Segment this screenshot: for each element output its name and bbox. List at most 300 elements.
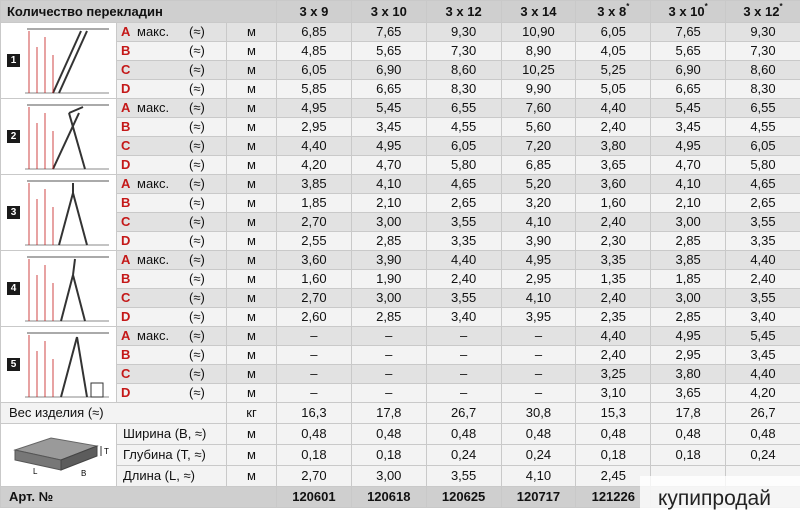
value-cell: 6,65 xyxy=(651,80,726,99)
value-cell: – xyxy=(351,384,426,403)
value-cell: 3,85 xyxy=(277,175,352,194)
dimension-label: Ширина (B, ≈) xyxy=(117,424,227,445)
value-cell: 3,00 xyxy=(651,213,726,232)
value-cell: 26,7 xyxy=(426,403,501,424)
config-diagram-cell xyxy=(1,251,117,327)
value-cell: 2,65 xyxy=(426,194,501,213)
config-number-badge: 3 xyxy=(7,206,20,219)
value-cell: 5,80 xyxy=(426,156,501,175)
unit-cell: м xyxy=(227,445,277,466)
value-cell: 5,45 xyxy=(726,327,800,346)
approx-mark: (≈) xyxy=(189,195,205,210)
row-letter: B xyxy=(121,347,131,362)
value-cell: 2,45 xyxy=(576,466,651,487)
value-cell: 17,8 xyxy=(351,403,426,424)
value-cell: 5,65 xyxy=(651,42,726,61)
value-cell: 2,85 xyxy=(651,308,726,327)
row-letter: B xyxy=(121,271,131,286)
value-cell: 3,35 xyxy=(576,251,651,270)
ladder-config-diagram xyxy=(23,27,111,97)
value-cell: 1,85 xyxy=(277,194,352,213)
value-cell: 7,65 xyxy=(351,23,426,42)
value-cell: 4,85 xyxy=(277,42,352,61)
approx-mark: (≈) xyxy=(189,271,205,286)
unit-cell: м xyxy=(227,23,277,42)
value-cell: 3,90 xyxy=(501,232,576,251)
value-cell: – xyxy=(351,346,426,365)
value-cell: – xyxy=(426,327,501,346)
config-row xyxy=(1,251,800,270)
dimension-label: Длина (L, ≈) xyxy=(117,466,227,487)
row-letter: D xyxy=(121,157,131,172)
row-letter: B xyxy=(121,43,131,58)
unit-cell: м xyxy=(227,42,277,61)
value-cell: 5,45 xyxy=(351,99,426,118)
unit-cell: м xyxy=(227,424,277,445)
row-letter: D xyxy=(121,309,131,324)
svg-text:B: B xyxy=(81,469,87,478)
value-cell: 6,55 xyxy=(726,99,800,118)
row-letter: D xyxy=(121,81,131,96)
row-letter: A xyxy=(121,176,131,191)
value-cell: 4,40 xyxy=(726,365,800,384)
approx-mark: (≈) xyxy=(189,366,205,381)
config-diagram-cell xyxy=(1,175,117,251)
value-cell: 4,95 xyxy=(651,137,726,156)
config-row xyxy=(1,270,800,289)
value-cell: 5,20 xyxy=(501,175,576,194)
article-number: 120601 xyxy=(277,487,352,508)
value-cell: – xyxy=(501,384,576,403)
approx-mark: (≈) xyxy=(189,43,205,58)
value-cell: – xyxy=(277,346,352,365)
value-cell: 4,10 xyxy=(501,466,576,487)
row-letter: B xyxy=(121,195,131,210)
value-cell: 0,48 xyxy=(426,424,501,445)
value-cell: 0,24 xyxy=(501,445,576,466)
value-cell: 5,65 xyxy=(351,42,426,61)
value-cell: 1,35 xyxy=(576,270,651,289)
config-row xyxy=(1,42,800,61)
value-cell: 30,8 xyxy=(501,403,576,424)
value-cell: 4,65 xyxy=(426,175,501,194)
row-qualifier: макс. xyxy=(137,328,170,343)
value-cell: 3,25 xyxy=(576,365,651,384)
value-cell: – xyxy=(501,346,576,365)
value-cell: 3,40 xyxy=(726,308,800,327)
value-cell: 4,70 xyxy=(351,156,426,175)
ladder-config-diagram xyxy=(23,255,111,325)
row-label xyxy=(117,384,227,403)
unit-cell: м xyxy=(227,365,277,384)
svg-text:T: T xyxy=(104,447,109,456)
unit-cell: м xyxy=(227,327,277,346)
dimension-row xyxy=(1,424,800,445)
value-cell: 6,90 xyxy=(351,61,426,80)
config-row xyxy=(1,194,800,213)
value-cell: 6,65 xyxy=(351,80,426,99)
row-letter: C xyxy=(121,138,131,153)
box-icon xyxy=(9,428,109,482)
value-cell: 4,10 xyxy=(651,175,726,194)
row-qualifier: макс. xyxy=(137,24,170,39)
row-label xyxy=(117,99,227,118)
value-cell: 3,60 xyxy=(277,251,352,270)
unit-cell: м xyxy=(227,213,277,232)
value-cell: 2,35 xyxy=(576,308,651,327)
value-cell: 26,7 xyxy=(726,403,800,424)
value-cell: 2,30 xyxy=(576,232,651,251)
value-cell: 4,65 xyxy=(726,175,800,194)
value-cell: 7,60 xyxy=(501,99,576,118)
value-cell: 2,95 xyxy=(651,346,726,365)
row-qualifier: макс. xyxy=(137,100,170,115)
ladder-config-diagram xyxy=(23,179,111,249)
value-cell: 3,35 xyxy=(426,232,501,251)
config-row xyxy=(1,61,800,80)
column-header: 3 x 10* xyxy=(651,1,726,23)
value-cell: 2,95 xyxy=(277,118,352,137)
value-cell: 3,90 xyxy=(351,251,426,270)
value-cell: 3,45 xyxy=(726,346,800,365)
value-cell: 6,05 xyxy=(576,23,651,42)
value-cell: 1,60 xyxy=(277,270,352,289)
value-cell: 9,90 xyxy=(501,80,576,99)
row-letter: C xyxy=(121,62,131,77)
row-letter: C xyxy=(121,290,131,305)
value-cell: 2,95 xyxy=(501,270,576,289)
value-cell: 0,18 xyxy=(277,445,352,466)
approx-mark: (≈) xyxy=(189,24,205,39)
row-letter: D xyxy=(121,233,131,248)
approx-mark: (≈) xyxy=(189,157,205,172)
value-cell: 9,30 xyxy=(426,23,501,42)
unit-cell: м xyxy=(227,308,277,327)
value-cell: 8,30 xyxy=(426,80,501,99)
value-cell: 0,24 xyxy=(726,445,800,466)
column-header: 3 x 12 xyxy=(426,1,501,23)
value-cell: 7,30 xyxy=(726,42,800,61)
value-cell: 3,00 xyxy=(351,466,426,487)
weight-label: Вес изделия (≈) xyxy=(1,403,227,424)
value-cell: 6,85 xyxy=(501,156,576,175)
approx-mark: (≈) xyxy=(189,347,205,362)
watermark: купипродай xyxy=(640,476,800,522)
row-letter: A xyxy=(121,24,131,39)
value-cell: 3,00 xyxy=(351,213,426,232)
unit-cell: м xyxy=(227,61,277,80)
approx-mark: (≈) xyxy=(189,62,205,77)
value-cell: 4,10 xyxy=(351,175,426,194)
value-cell: 4,40 xyxy=(426,251,501,270)
approx-mark: (≈) xyxy=(189,328,205,343)
config-row xyxy=(1,289,800,308)
unit-cell: м xyxy=(227,156,277,175)
config-row xyxy=(1,232,800,251)
value-cell: 7,65 xyxy=(651,23,726,42)
value-cell: 2,40 xyxy=(726,270,800,289)
ladder-config-diagram xyxy=(23,331,111,401)
value-cell: – xyxy=(501,327,576,346)
value-cell: 5,45 xyxy=(651,99,726,118)
value-cell: 4,95 xyxy=(277,99,352,118)
row-qualifier: макс. xyxy=(137,252,170,267)
article-number: 120625 xyxy=(426,487,501,508)
value-cell: 0,18 xyxy=(576,445,651,466)
row-letter: C xyxy=(121,366,131,381)
value-cell: 3,45 xyxy=(651,118,726,137)
value-cell: 4,40 xyxy=(277,137,352,156)
value-cell: 3,00 xyxy=(351,289,426,308)
value-cell: 4,40 xyxy=(576,327,651,346)
approx-mark: (≈) xyxy=(189,138,205,153)
value-cell: – xyxy=(426,365,501,384)
value-cell: 3,85 xyxy=(651,251,726,270)
unit-cell: м xyxy=(227,194,277,213)
value-cell: 4,70 xyxy=(651,156,726,175)
approx-mark: (≈) xyxy=(189,81,205,96)
value-cell: 10,90 xyxy=(501,23,576,42)
svg-text:L: L xyxy=(33,467,38,476)
unit-cell: м xyxy=(227,251,277,270)
value-cell: – xyxy=(501,365,576,384)
value-cell: 2,40 xyxy=(576,213,651,232)
approx-mark: (≈) xyxy=(189,176,205,191)
value-cell: 3,45 xyxy=(351,118,426,137)
column-header: 3 x 9 xyxy=(277,1,352,23)
approx-mark: (≈) xyxy=(189,385,205,400)
value-cell: 10,25 xyxy=(501,61,576,80)
config-row xyxy=(1,23,800,42)
row-label xyxy=(117,232,227,251)
value-cell: – xyxy=(426,384,501,403)
value-cell: – xyxy=(351,327,426,346)
value-cell: 8,60 xyxy=(426,61,501,80)
row-label xyxy=(117,118,227,137)
value-cell: 2,10 xyxy=(651,194,726,213)
value-cell: 4,55 xyxy=(426,118,501,137)
value-cell: 3,80 xyxy=(651,365,726,384)
row-label xyxy=(117,156,227,175)
value-cell: 3,55 xyxy=(726,213,800,232)
config-number-badge: 5 xyxy=(7,358,20,371)
config-row xyxy=(1,137,800,156)
approx-mark: (≈) xyxy=(189,309,205,324)
value-cell: 2,40 xyxy=(426,270,501,289)
value-cell: 4,20 xyxy=(726,384,800,403)
row-label xyxy=(117,327,227,346)
value-cell: 2,65 xyxy=(726,194,800,213)
config-row xyxy=(1,213,800,232)
approx-mark: (≈) xyxy=(189,100,205,115)
value-cell: – xyxy=(426,346,501,365)
approx-mark: (≈) xyxy=(189,214,205,229)
unit-cell: м xyxy=(227,466,277,487)
value-cell: 4,20 xyxy=(277,156,352,175)
row-letter: A xyxy=(121,252,131,267)
config-number-badge: 2 xyxy=(7,130,20,143)
unit-cell: м xyxy=(227,384,277,403)
config-row xyxy=(1,365,800,384)
dimension-row xyxy=(1,445,800,466)
weight-row xyxy=(1,403,800,424)
column-header: 3 x 12* xyxy=(726,1,800,23)
value-cell: 3,80 xyxy=(576,137,651,156)
value-cell: 4,95 xyxy=(501,251,576,270)
row-label xyxy=(117,137,227,156)
value-cell: 2,85 xyxy=(351,308,426,327)
value-cell: 4,40 xyxy=(576,99,651,118)
value-cell: 7,20 xyxy=(501,137,576,156)
row-letter: C xyxy=(121,214,131,229)
unit-cell: м xyxy=(227,289,277,308)
column-header: 3 x 8* xyxy=(576,1,651,23)
value-cell: – xyxy=(277,384,352,403)
value-cell: 0,48 xyxy=(726,424,800,445)
unit-cell: м xyxy=(227,232,277,251)
value-cell: 1,85 xyxy=(651,270,726,289)
value-cell: 16,3 xyxy=(277,403,352,424)
value-cell: 8,60 xyxy=(726,61,800,80)
value-cell: 2,70 xyxy=(277,289,352,308)
value-cell: 5,25 xyxy=(576,61,651,80)
article-number: 120618 xyxy=(351,487,426,508)
column-header: 3 x 14 xyxy=(501,1,576,23)
approx-mark: (≈) xyxy=(189,290,205,305)
unit-cell: м xyxy=(227,99,277,118)
value-cell: 4,95 xyxy=(651,327,726,346)
approx-mark: (≈) xyxy=(189,119,205,134)
value-cell: 0,48 xyxy=(501,424,576,445)
row-letter: A xyxy=(121,328,131,343)
config-diagram-cell xyxy=(1,99,117,175)
row-letter: D xyxy=(121,385,131,400)
value-cell: 6,55 xyxy=(426,99,501,118)
value-cell: 3,55 xyxy=(426,289,501,308)
value-cell: 4,10 xyxy=(501,289,576,308)
config-diagram-cell xyxy=(1,327,117,403)
row-label xyxy=(117,194,227,213)
value-cell: 0,48 xyxy=(277,424,352,445)
value-cell: 8,90 xyxy=(501,42,576,61)
config-row xyxy=(1,118,800,137)
row-label xyxy=(117,251,227,270)
value-cell: 3,55 xyxy=(426,213,501,232)
value-cell: 8,30 xyxy=(726,80,800,99)
value-cell: 5,80 xyxy=(726,156,800,175)
value-cell: 0,24 xyxy=(426,445,501,466)
value-cell: 2,10 xyxy=(351,194,426,213)
value-cell: 3,00 xyxy=(651,289,726,308)
value-cell: 3,65 xyxy=(651,384,726,403)
value-cell: 0,48 xyxy=(351,424,426,445)
row-label xyxy=(117,213,227,232)
value-cell: 4,40 xyxy=(726,251,800,270)
config-number-badge: 4 xyxy=(7,282,20,295)
value-cell: 2,40 xyxy=(576,346,651,365)
config-row xyxy=(1,156,800,175)
row-letter: B xyxy=(121,119,131,134)
config-row xyxy=(1,327,800,346)
value-cell: 2,60 xyxy=(277,308,352,327)
header-title: Количество перекладин xyxy=(1,1,277,23)
value-cell: 2,40 xyxy=(576,289,651,308)
value-cell: 3,55 xyxy=(726,289,800,308)
config-diagram-cell xyxy=(1,23,117,99)
row-label xyxy=(117,289,227,308)
value-cell: 5,85 xyxy=(277,80,352,99)
approx-mark: (≈) xyxy=(189,233,205,248)
unit-cell: м xyxy=(227,270,277,289)
row-label xyxy=(117,346,227,365)
value-cell: 2,55 xyxy=(277,232,352,251)
value-cell: 6,85 xyxy=(277,23,352,42)
value-cell: 2,85 xyxy=(651,232,726,251)
value-cell: 4,55 xyxy=(726,118,800,137)
value-cell: 17,8 xyxy=(651,403,726,424)
article-number: 121226 xyxy=(576,487,651,508)
config-row xyxy=(1,99,800,118)
value-cell: 6,05 xyxy=(277,61,352,80)
approx-mark: (≈) xyxy=(189,252,205,267)
config-row xyxy=(1,175,800,194)
value-cell: 3,35 xyxy=(726,232,800,251)
unit-cell: м xyxy=(227,118,277,137)
value-cell: 6,05 xyxy=(726,137,800,156)
article-number: 120717 xyxy=(501,487,576,508)
box-diagram-cell xyxy=(1,424,117,487)
config-row xyxy=(1,80,800,99)
value-cell: 4,95 xyxy=(351,137,426,156)
value-cell: 3,10 xyxy=(576,384,651,403)
dimension-label: Глубина (T, ≈) xyxy=(117,445,227,466)
value-cell: 5,60 xyxy=(501,118,576,137)
value-cell: 6,90 xyxy=(651,61,726,80)
value-cell: 2,40 xyxy=(576,118,651,137)
config-row xyxy=(1,384,800,403)
unit-cell: м xyxy=(227,346,277,365)
value-cell: 9,30 xyxy=(726,23,800,42)
row-qualifier: макс. xyxy=(137,176,170,191)
row-label xyxy=(117,42,227,61)
row-label xyxy=(117,175,227,194)
value-cell: – xyxy=(277,365,352,384)
value-cell: 2,70 xyxy=(277,466,352,487)
value-cell: 15,3 xyxy=(576,403,651,424)
config-row xyxy=(1,346,800,365)
value-cell: – xyxy=(351,365,426,384)
unit-cell: м xyxy=(227,137,277,156)
value-cell: 3,60 xyxy=(576,175,651,194)
row-label xyxy=(117,80,227,99)
value-cell: 0,48 xyxy=(576,424,651,445)
value-cell: – xyxy=(277,327,352,346)
value-cell: 0,18 xyxy=(651,445,726,466)
unit-cell: кг xyxy=(227,403,277,424)
value-cell: 7,30 xyxy=(426,42,501,61)
row-label xyxy=(117,23,227,42)
value-cell: 3,55 xyxy=(426,466,501,487)
value-cell: 2,85 xyxy=(351,232,426,251)
header-row xyxy=(1,1,800,23)
row-label xyxy=(117,61,227,80)
config-row xyxy=(1,308,800,327)
value-cell: 0,48 xyxy=(651,424,726,445)
value-cell: 3,40 xyxy=(426,308,501,327)
value-cell: 3,65 xyxy=(576,156,651,175)
value-cell: 1,90 xyxy=(351,270,426,289)
row-label xyxy=(117,308,227,327)
